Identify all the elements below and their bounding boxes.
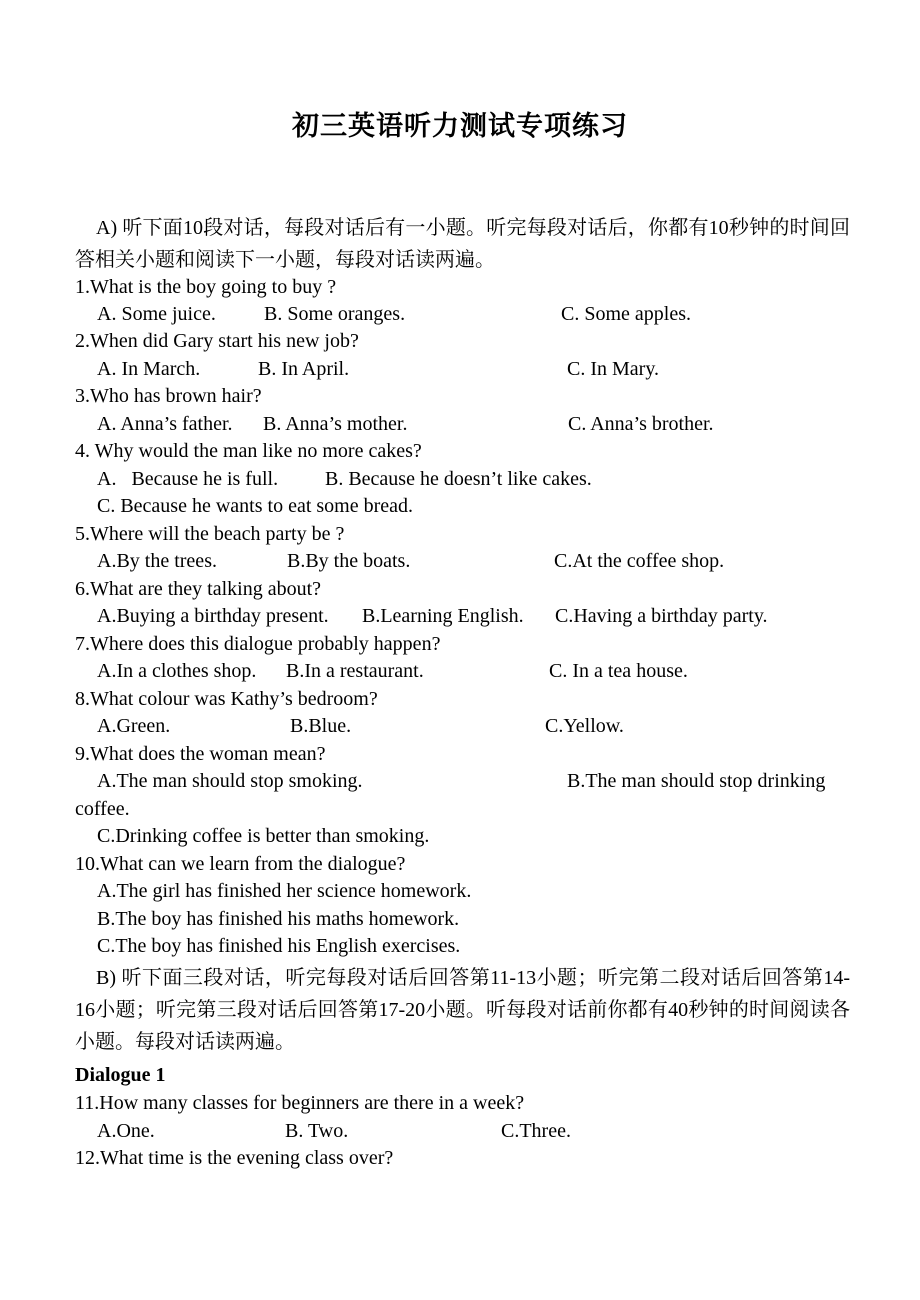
q2-option-b: B. In April. [258,358,350,380]
q7-option-c: C. In a tea house. [549,660,688,682]
q5-option-c: C.At the coffee shop. [554,550,725,572]
dialogue-1-heading: Dialogue 1 [75,1064,166,1086]
q3-option-c: C. Anna’s brother. [568,413,714,435]
q7-option-b: B.In a restaurant. [286,660,424,682]
q9-option-c: C.Drinking coffee is better than smoking. [97,825,430,847]
question-8: 8.What colour was Kathy’s bedroom? [75,688,378,710]
section-a-instructions: A) 听下面10段对话，每段对话后有一小题。听完每段对话后，你都有10秒钟的时间回答相关小题和阅读下一小题，每段对话读两遍。 [75,217,850,271]
question-9: 9.What does the woman mean? [75,743,326,765]
question-1: 1.What is the boy going to buy ? [75,276,337,298]
q6-option-b: B.Learning English. [362,605,524,627]
q3-option-a: A. Anna’s father. [97,413,233,435]
question-3: 3.Who has brown hair? [75,385,262,407]
q11-option-b: B. Two. [285,1120,349,1142]
q9-option-b-continued: coffee. [75,798,130,820]
q1-option-b: B. Some oranges. [264,303,406,325]
question-6: 6.What are they talking about? [75,578,322,600]
q11-option-a: A.One. [97,1120,155,1142]
q8-option-c: C.Yellow. [545,715,624,737]
q6-option-a: A.Buying a birthday present. [97,605,329,627]
q10-option-b: B.The boy has finished his maths homework. [97,908,460,930]
section-b-instructions: B) 听下面三段对话，听完每段对话后回答第11-13小题；听完第二段对话后回答第14-16小题；听完第三段对话后回答第17-20小题。听每段对话前你都有40秒钟的时间阅读各小题。每段对话读两遍。 [75,967,850,1053]
q1-option-c: C. Some apples. [561,303,691,325]
question-7: 7.Where does this dialogue probably happen? [75,633,441,655]
q6-option-c: C.Having a birthday party. [555,605,768,627]
question-10: 10.What can we learn from the dialogue? [75,853,406,875]
question-2: 2.When did Gary start his new job? [75,330,359,352]
question-12: 12.What time is the evening class over? [75,1147,394,1169]
q10-option-c: C.The boy has finished his English exercises. [97,935,461,957]
q8-option-b: B.Blue. [290,715,352,737]
question-5: 5.Where will the beach party be ? [75,523,345,545]
question-4: 4. Why would the man like no more cakes? [75,440,422,462]
q5-option-b: B.By the boats. [287,550,411,572]
q4-option-a: A. Because he is full. [97,468,279,490]
q7-option-a: A.In a clothes shop. [97,660,257,682]
q2-option-a: A. In March. [97,358,201,380]
q8-option-a: A.Green. [97,715,171,737]
q5-option-a: A.By the trees. [97,550,217,572]
q1-option-a: A. Some juice. [97,303,216,325]
q9-option-a: A.The man should stop smoking. [97,770,363,792]
q10-option-a: A.The girl has finished her science homework. [97,880,472,902]
q4-option-b: B. Because he doesn’t like cakes. [325,468,592,490]
q4-option-c: C. Because he wants to eat some bread. [97,495,414,517]
page-title: 初三英语听力测试专项练习 [292,111,628,141]
question-11: 11.How many classes for beginners are there in a week? [75,1092,525,1114]
q3-option-b: B. Anna’s mother. [263,413,408,435]
q11-option-c: C.Three. [501,1120,571,1142]
q9-option-b: B.The man should stop drinking [567,770,826,792]
q2-option-c: C. In Mary. [567,358,660,380]
